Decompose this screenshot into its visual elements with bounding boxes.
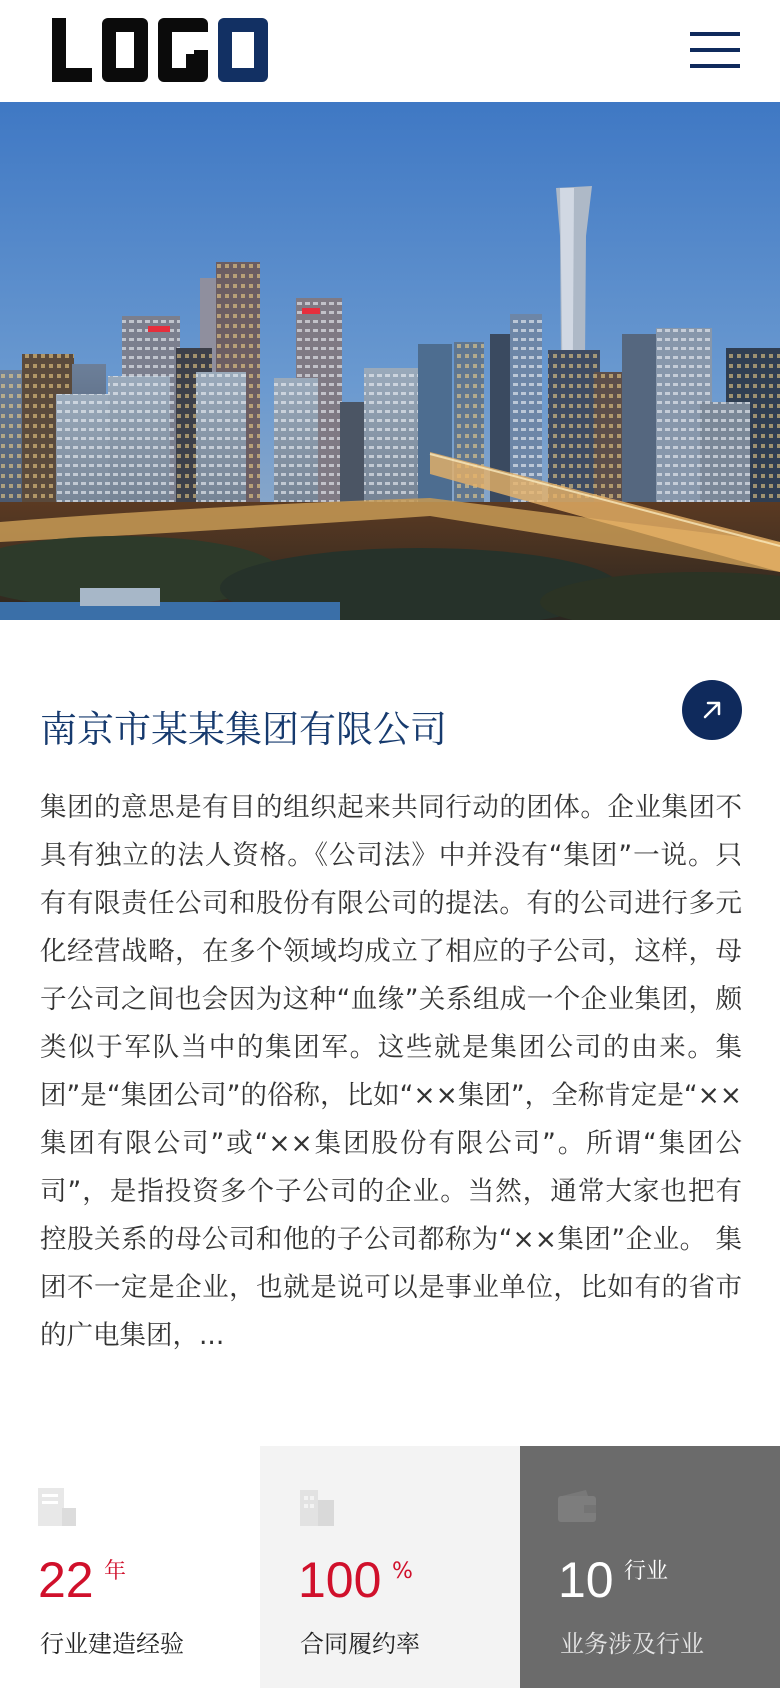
stat-unit: % — [392, 1559, 413, 1584]
stat-value: 100 — [298, 1552, 382, 1608]
wallet-icon — [556, 1486, 598, 1528]
stat-label: 合同履约率 — [300, 1630, 420, 1658]
stats-section — [0, 1446, 780, 1688]
hamburger-menu-icon — [690, 32, 740, 36]
stat-label: 业务涉及行业 — [560, 1630, 704, 1658]
stat-fulfillment — [260, 1446, 520, 1688]
logo[interactable] — [52, 18, 268, 82]
buildings-icon — [296, 1486, 338, 1528]
arrow-up-right-icon — [682, 680, 742, 740]
site-header — [0, 0, 780, 102]
stat-experience — [0, 1446, 260, 1688]
stat-label: 行业建造经验 — [40, 1630, 184, 1658]
hero-banner[interactable] — [0, 102, 780, 620]
menu-button[interactable] — [690, 30, 740, 70]
more-link-button[interactable] — [682, 680, 742, 740]
stat-industries — [520, 1446, 780, 1688]
stat-unit: 行业 — [624, 1559, 669, 1584]
company-title: 南京市某某集团有限公司 — [40, 708, 447, 751]
stat-value: 22 — [38, 1552, 94, 1608]
stat-unit: 年 — [104, 1559, 127, 1584]
document-icon — [36, 1486, 78, 1528]
stat-value: 10 — [558, 1552, 614, 1608]
city-skyline-image — [0, 102, 780, 620]
about-section — [0, 620, 780, 1446]
company-intro: 集团的意思是有目的组织起来共同行动的团体。企业集团不具有独立的法人资格。《公司法》中并没有“集团”一说。只有有限责任公司和股份有限公司的提法。有的公司进行多元化经营战略，在多个领域均成立了相应的子公司，这样，母子公司之间也会因为这种“血缘”关系组成一个企业集团，颇类似于军队当中的集团军。这些就是集团公司的由来。集团”是“集团公司”的俗称，比如“××集团”，全称肯定是“××集团有限公司”或“××集团股份有限公司”。所谓“集团公司”，是指投资多个子公司的企业。当然，通常大家也把有控股关系的母公司和他的子公司都称为“××集团”企业。 集团不一定是企业，也就是说可以是事业单位，比如有的省市的广电集团，... — [40, 792, 742, 1351]
